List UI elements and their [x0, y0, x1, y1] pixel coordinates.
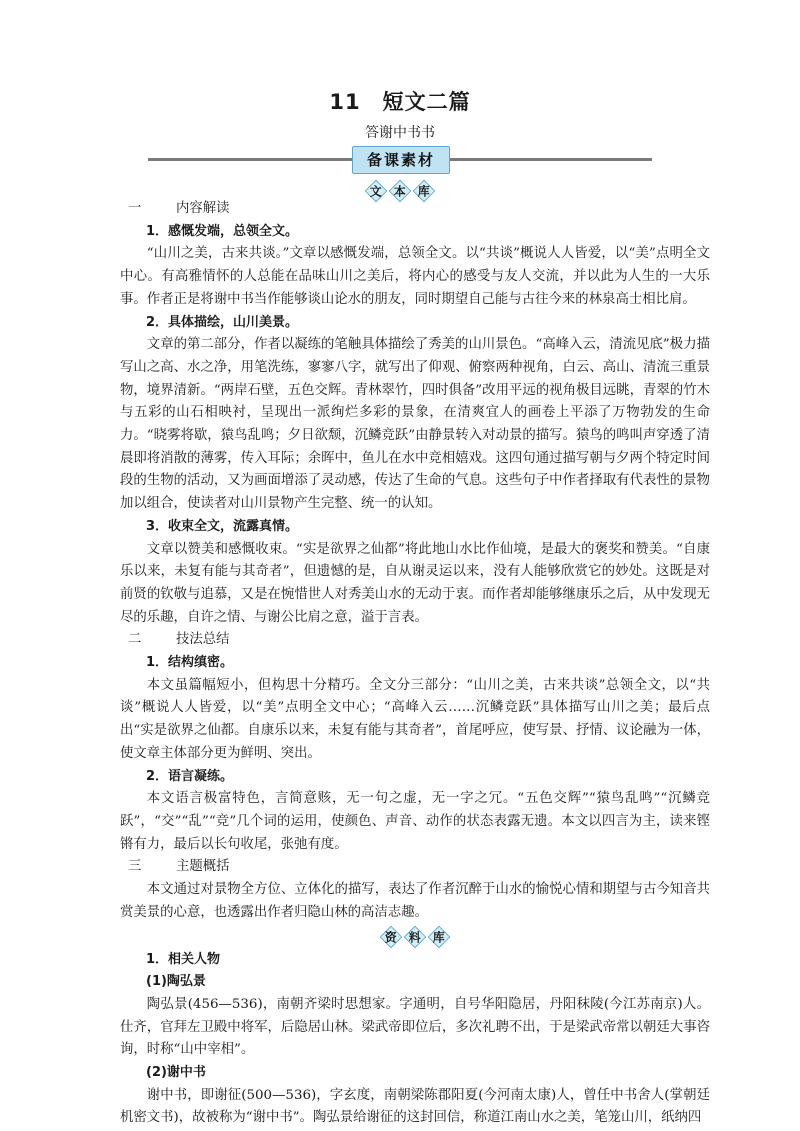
subheading: (1)陶弘景 [146, 974, 206, 990]
subheading: 3．收束全文，流露真情。 [146, 518, 299, 534]
paragraph: “山川之美，古来共谈。”文章以感慨发端，总领全文。以“共谈”概说人人皆爱，以“美”点明全文中心。有高雅情怀的人总能在品味山川之美后，将内心的感受与友人交流，并以此为人生的一大乐事。作者正是将谢中书当作能够谈山论水的朋友，同时期望自己能与古往今来的林泉高士相比肩。 [120, 246, 710, 307]
paragraph: 本文语言极富特色，言简意赅，无一句之虚，无一字之冗。“五色交辉”“猿鸟乱鸣”“沉鳞竞跃”，“交”“乱”“竞”几个词的运用，使颜色、声音、动作的状态表露无遗。本文以四言为主，读来铿锵有力，最后以长句收尾，张弛有度。 [120, 791, 710, 852]
document-body [120, 198, 710, 1130]
subheading: (2)谢中书 [146, 1065, 206, 1081]
section-heading: 三 主题概括 [128, 859, 230, 875]
paragraph: 本文虽篇幅短小，但构思十分精巧。全文分三部分：“山川之美，古来共谈”总领全文，以“共谈”概说人人皆爱，以“美”点明全文中心；“高峰入云……沉鳞竞跃”具体描写山川之美；最后点出“实是欲界之仙都。自康乐以来，未复有能与其奇者”，首尾呼应，使写景、抒情、议论融为一体，使文章主体部分更为鲜明、突出。 [120, 677, 710, 761]
subheading: 1．结构缜密。 [146, 655, 234, 671]
subheading: 1．感慨发端，总领全文。 [146, 223, 299, 239]
tag-cell: 资 [380, 925, 402, 947]
section-heading: 二 技法总结 [128, 632, 230, 648]
paragraph: 谢中书，即谢征(500—536)，字玄度，南朝梁陈郡阳夏(今河南太康)人，曾任中书舍人(掌朝廷机密文书)，故被称为“谢中书”。陶弘景给谢征的这封回信，称道江南山水之美，笔笼山川，纸纳四 [120, 1087, 710, 1126]
paragraph: 文章的第二部分，作者以凝练的笔触具体描绘了秀美的山川景色。“高峰入云，清流见底”极力描写山之高、水之净，用笔洗练，寥寥八字，就写出了仰观、俯察两种视角，白云、高山、清流三重景物，境界清新。“两岸石壁，五色交辉。青林翠竹，四时俱备”改用平远的视角极目远眺，青翠的竹木与五彩的山石相映衬，呈现出一派绚烂多彩的景象，在清爽宜人的画卷上平添了万物勃发的生命力。“晓雾将歇，猿鸟乱鸣；夕日欲颓，沉鳞竞跃”由静景转入对动景的描写。猿鸟的鸣叫声穿透了清晨即将消散的薄雾，传入耳际；余晖中，鱼儿在水中竞相嬉戏。这四句通过描写朝与夕两个特定时间段的生物的活动，又为画面增添了灵动感，传达了生命的气息。这些句子中作者择取有代表性的景物加以组合，使读者对山川景物产生完整、统一的认知。 [120, 337, 710, 512]
subheading: 2．具体描绘，山川美景。 [146, 314, 299, 330]
paragraph: 文章以赞美和感慨收束。“实是欲界之仙都”将此地山水比作仙境，是最大的褒奖和赞美。“自康乐以来，未复有能与其奇者”，但遗憾的是，自从谢灵运以来，没有人能够欣赏它的妙处。这既是对前贤的钦敬与追慕，又是在惋惜世人对秀美山水的无动于衷。而作者却能够继康乐之后，从中发现无尽的乐趣，自许之情、与谢公比肩之意，溢于言表。 [120, 541, 710, 625]
paragraph: 本文通过对景物全方位、立体化的描写，表达了作者沉醉于山水的愉悦心情和期望与古今知音共赏美景的心意，也透露出作者归隐山林的高洁志趣。 [120, 882, 710, 920]
tag-cell: 文 [365, 180, 387, 202]
subheading: 2．语言凝练。 [146, 768, 234, 784]
page-title: 11 短文二篇 [329, 90, 471, 114]
tag-cell: 本 [389, 180, 411, 202]
ziliao-tag [120, 925, 710, 949]
tag-cell: 库 [413, 180, 435, 202]
subheading: 1．相关人物 [146, 951, 221, 967]
tag-cell: 料 [404, 925, 426, 947]
page-subtitle: 答谢中书书 [365, 125, 435, 141]
paragraph: 陶弘景(456—536)，南朝齐梁时思想家。字通明，自号华阳隐居，丹阳秣陵(今江苏南京)人。仕齐，官拜左卫殿中将军，后隐居山林。梁武帝即位后，多次礼聘不出，于是梁武帝常以朝廷大事咨询，时称“山中宰相”。 [120, 996, 710, 1058]
section-heading: 一 内容解读 [128, 201, 230, 216]
banner-label: 备课素材 [352, 146, 450, 174]
section-banner [148, 146, 652, 176]
tag-cell: 库 [428, 925, 450, 947]
